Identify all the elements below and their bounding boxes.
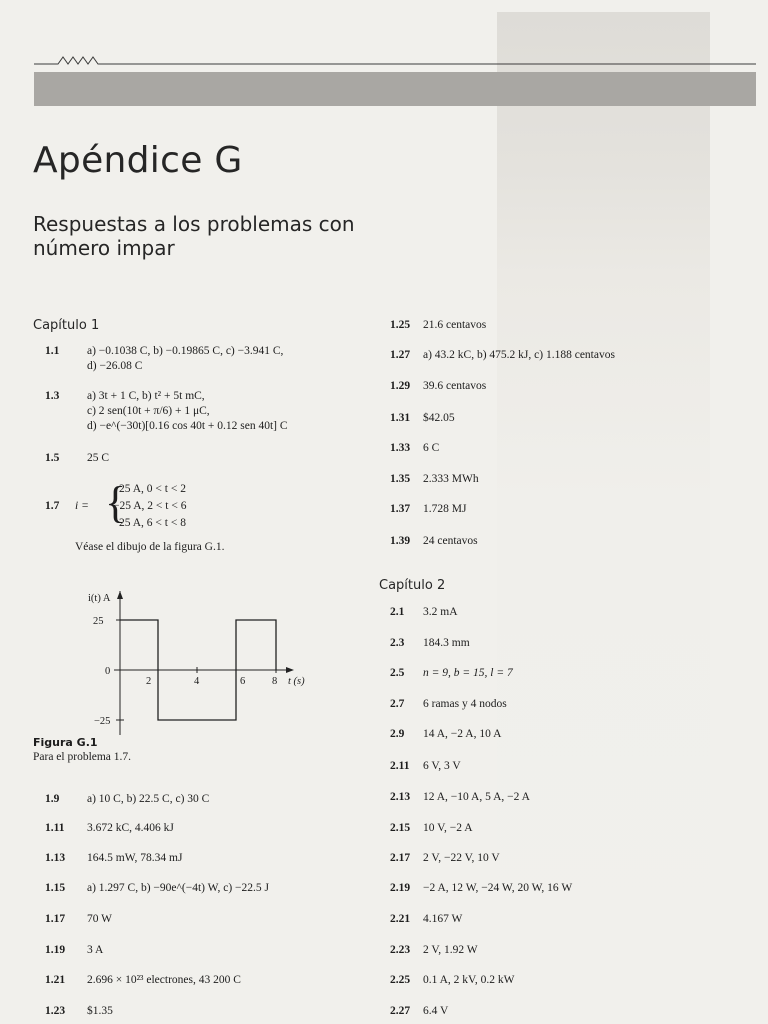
y-tick-label: 0 xyxy=(105,666,111,677)
answer-number: 2.25 xyxy=(390,974,411,986)
y-axis-label: i(t) A xyxy=(88,593,111,604)
answer-text: 21.6 centavos xyxy=(423,319,487,331)
piecewise-brace: { xyxy=(105,478,127,527)
answer-number: 2.17 xyxy=(390,852,411,864)
answer-text: 2.333 MWh xyxy=(423,473,479,485)
answer-number: 1.35 xyxy=(390,473,411,485)
answer-number: 2.27 xyxy=(390,1005,411,1017)
answer-text: $42.05 xyxy=(423,412,455,424)
answer-number: 1.13 xyxy=(45,852,66,864)
x-axis-label: t (s) xyxy=(288,676,305,687)
answer-text: a) 43.2 kC, b) 475.2 kJ, c) 1.188 centavos xyxy=(423,349,615,361)
piecewise-case: 25 A, 6 < t < 8 xyxy=(119,517,186,529)
x-axis-arrow xyxy=(286,667,294,673)
answer-number: 2.23 xyxy=(390,944,411,956)
answer-text xyxy=(87,344,283,374)
answer-text: 70 W xyxy=(87,913,113,925)
figure-title: Figura G.1 xyxy=(33,736,98,749)
scan-shadow-lower xyxy=(497,274,710,1024)
answer-text: 3.2 mA xyxy=(423,606,458,618)
x-tick-label: 8 xyxy=(272,676,278,687)
appendix-title: Apéndice G xyxy=(33,140,243,181)
answer-line: d) −e^(−30t)[0.16 cos 40t + 0.12 sen 40t] C xyxy=(87,420,288,432)
answer-number: 1.9 xyxy=(45,793,60,805)
figure-caption: Para el problema 1.7. xyxy=(33,751,132,763)
answer-number: 2.3 xyxy=(390,637,405,649)
y-tick-label: −25 xyxy=(94,716,111,727)
answer-text: a) 1.297 C, b) −90e^(−4t) W, c) −22.5 J xyxy=(87,882,269,894)
answer-line: a) 3t + 1 C, b) t² + 5t mC, xyxy=(87,390,205,402)
answer-text: 25 C xyxy=(87,452,110,464)
answer-number: 2.15 xyxy=(390,822,411,834)
answer-text: 6 ramas y 4 nodos xyxy=(423,698,507,710)
answer-text: 6 C xyxy=(423,442,440,454)
answer-line: a) −0.1038 C, b) −0.19865 C, c) −3.941 C, xyxy=(87,345,284,357)
answer-text: n = 9, b = 15, l = 7 xyxy=(423,667,513,679)
answer-text: 2.696 × 10²³ electrones, 43 200 C xyxy=(87,974,241,986)
answer-text xyxy=(87,389,288,434)
y-axis-arrow xyxy=(117,591,123,599)
answer-text: 24 centavos xyxy=(423,535,478,547)
answer-number: 1.19 xyxy=(45,944,66,956)
answer-text: 3 A xyxy=(87,944,104,956)
x-tick-label: 2 xyxy=(146,676,152,687)
answer-text: 4.167 W xyxy=(423,913,463,925)
answer-number: 2.21 xyxy=(390,913,411,925)
answer-number: 1.15 xyxy=(45,882,66,894)
answer-number: 2.11 xyxy=(390,760,410,772)
answer-text: 2 V, −22 V, 10 V xyxy=(423,852,500,864)
header-band xyxy=(34,72,756,106)
answer-number: 1.3 xyxy=(45,390,60,402)
answer-number: 1.27 xyxy=(390,349,411,361)
answer-text: $1.35 xyxy=(87,1005,113,1017)
answer-number: 1.11 xyxy=(45,822,65,834)
answer-text: 10 V, −2 A xyxy=(423,822,473,834)
answer-number: 1.5 xyxy=(45,452,60,464)
answer-number: 2.1 xyxy=(390,606,405,618)
chapter-2-heading: Capítulo 2 xyxy=(379,578,446,593)
answer-text: −2 A, 12 W, −24 W, 20 W, 16 W xyxy=(423,882,573,894)
answer-text: 3.672 kC, 4.406 kJ xyxy=(87,822,174,834)
answer-text: 0.1 A, 2 kV, 0.2 kW xyxy=(423,974,515,986)
y-tick-label: 25 xyxy=(93,616,104,627)
x-tick-label: 6 xyxy=(240,676,246,687)
figure-g1-graph xyxy=(80,585,320,735)
answer-number: 1.17 xyxy=(45,913,66,925)
answer-text: 6.4 V xyxy=(423,1005,449,1017)
answer-number: 1.29 xyxy=(390,380,411,392)
answer-number: 1.7 xyxy=(45,500,60,512)
answer-number: 1.33 xyxy=(390,442,411,454)
answer-number: 1.21 xyxy=(45,974,66,986)
answer-number: 1.37 xyxy=(390,503,411,515)
answer-text: 39.6 centavos xyxy=(423,380,487,392)
piecewise-case: 25 A, 0 < t < 2 xyxy=(119,483,186,495)
answer-number: 2.5 xyxy=(390,667,405,679)
piecewise-lhs: i = xyxy=(75,500,89,512)
answer-text: a) 10 C, b) 22.5 C, c) 30 C xyxy=(87,793,210,805)
answer-number: 1.1 xyxy=(45,345,60,357)
answer-number: 2.9 xyxy=(390,728,405,740)
piecewise-case: −25 A, 2 < t < 6 xyxy=(113,500,187,512)
answer-text: 14 A, −2 A, 10 A xyxy=(423,728,502,740)
answer-number: 2.13 xyxy=(390,791,411,803)
answer-text: 164.5 mW, 78.34 mJ xyxy=(87,852,183,864)
answer-number: 1.25 xyxy=(390,319,411,331)
answer-text: 1.728 MJ xyxy=(423,503,467,515)
answer-number: 2.7 xyxy=(390,698,405,710)
answer-text: 12 A, −10 A, 5 A, −2 A xyxy=(423,791,530,803)
answer-text: 6 V, 3 V xyxy=(423,760,461,772)
answer-number: 1.31 xyxy=(390,412,411,424)
figure-reference-note: Véase el dibujo de la figura G.1. xyxy=(75,541,225,553)
answer-text: 184.3 mm xyxy=(423,637,470,649)
answer-number: 2.19 xyxy=(390,882,411,894)
answer-1-7 xyxy=(45,478,245,532)
x-tick-label: 4 xyxy=(194,676,200,687)
answer-line: d) −26.08 C xyxy=(87,360,143,372)
answer-number: 1.23 xyxy=(45,1005,66,1017)
answer-number: 1.39 xyxy=(390,535,411,547)
answer-text: 2 V, 1.92 W xyxy=(423,944,478,956)
answer-line: c) 2 sen(10t + π/6) + 1 μC, xyxy=(87,405,210,417)
chapter-1-heading: Capítulo 1 xyxy=(33,318,100,333)
appendix-subtitle: Respuestas a los problemas con número impar xyxy=(33,212,355,260)
